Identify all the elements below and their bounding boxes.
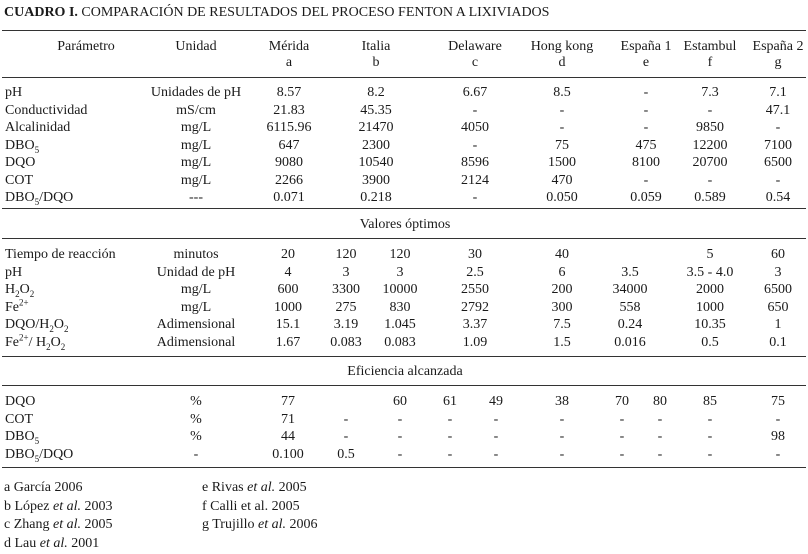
param-text: DQO [5,155,36,170]
value-cell: - [775,446,781,462]
reference-etal: et al. [52,498,81,514]
value-cell: - [493,429,499,444]
header-site-name: Estambul [683,39,737,54]
reference-item [4,517,112,533]
value-cell: 6500 [764,282,792,297]
unit-cell: mg/L [180,299,212,315]
reference-text: 2001 [67,535,100,551]
value-cell: 45.35 [360,102,392,118]
value-cell: 3.19 [333,317,359,332]
value-cell: 7.3 [701,85,719,100]
value-cell: - [447,429,453,444]
param-text-tail: /DQO [39,190,74,205]
value-cell: 71 [281,411,295,427]
param-text: Fe [5,299,19,315]
value-cell: 1 [774,317,782,332]
param-text: DBO [5,429,35,444]
value-cell: - [493,446,499,462]
param-text-tail: O [53,317,64,332]
value-cell: 1000 [696,299,724,315]
value-cell: - [447,411,453,427]
value-cell: - [397,411,403,427]
value-cell: - [397,446,403,462]
value-cell: 21470 [358,120,394,135]
value-cell: 70 [615,394,629,409]
reference-etal: et al. [39,535,68,551]
param-cell [5,173,33,189]
param-text: pH [5,85,23,100]
value-cell: 470 [551,172,573,188]
value-cell: 3 [342,264,350,280]
value-cell: 0.5 [337,446,355,462]
value-cell: 275 [335,299,357,315]
reference-text: c Zhang [4,517,53,532]
param-cell [5,331,66,352]
value-cell: - [559,429,565,444]
header-site-name: España 2 [752,39,804,54]
reference-text: d Lau [4,535,40,551]
value-cell: - [707,102,713,118]
reference-etal: et al. [258,517,287,532]
value-cell: 0.071 [273,190,305,205]
value-cell: 44 [281,429,295,444]
value-cell: 647 [278,137,300,153]
section1-rule [2,208,806,209]
value-cell: 830 [389,299,411,315]
value-cell: - [619,446,625,462]
value-cell: - [643,85,649,100]
param-text: Tiempo de reacción [5,247,116,262]
value-cell: 0.083 [330,334,362,350]
reference-item [4,536,99,552]
param-text-tail: /DQO [39,446,74,462]
value-cell: 200 [551,282,573,297]
value-cell: 49 [489,394,503,409]
value-cell: 60 [771,247,785,262]
value-cell: - [472,102,478,118]
value-cell: - [472,137,478,153]
value-cell: 0.083 [384,334,416,350]
value-cell: 2266 [275,172,303,188]
param-text: DBO [5,190,35,205]
value-cell: 120 [335,247,357,262]
unit-cell: % [190,411,202,427]
header-parametro: Parámetro [57,39,115,54]
value-cell: 75 [771,394,785,409]
header-site-letter: a [285,55,293,70]
unit-cell: mg/L [180,282,212,297]
value-cell: 0.54 [765,190,791,205]
section2-title-rule [2,238,806,239]
value-cell: 558 [619,299,641,315]
reference-text: f Calli et al. 2005 [202,498,300,514]
header-site-letter: g [774,55,782,70]
unit-cell: mg/L [180,172,212,188]
value-cell: 34000 [612,282,648,297]
param-text: pH [5,264,23,280]
param-subscript: 2 [46,341,51,352]
unit-cell: minutos [173,247,219,262]
reference-text: a García 2006 [4,480,83,495]
param-subscript: 2 [60,341,66,352]
param-subscript: 2 [15,288,20,299]
value-cell: 0.589 [694,190,726,205]
param-text-tail: / H [28,334,47,350]
param-superscript: 2+ [19,331,29,342]
param-cell [5,247,116,263]
value-cell: - [343,411,349,427]
value-cell: - [619,411,625,427]
value-cell: 0.1 [769,334,787,350]
value-cell: 21.83 [273,102,305,118]
value-cell: 0.5 [701,334,719,350]
value-cell: 9080 [275,155,303,170]
param-cell [5,190,73,206]
value-cell: 1.5 [553,334,571,350]
value-cell: 120 [389,247,411,262]
reference-etal: et al. [247,480,276,495]
param-subscript: 5 [34,453,40,464]
param-subscript: 2 [63,323,69,334]
param-cell [5,265,22,281]
reference-text: 2005 [80,517,113,532]
value-cell: - [559,446,565,462]
reference-text: 2005 [275,480,307,495]
value-cell: - [707,446,713,462]
param-subscript: 2 [29,288,35,299]
header-site-name: Hong kong [530,39,594,54]
value-cell: 8100 [632,155,660,170]
value-cell: 1500 [548,155,576,170]
value-cell: 7.1 [769,85,787,100]
param-text: DBO [5,446,35,462]
reference-text: 2006 [286,517,318,532]
value-cell: - [472,190,478,205]
value-cell: 6.67 [462,85,488,100]
value-cell: 77 [281,394,295,409]
param-cell [5,429,39,445]
value-cell: 2124 [461,172,489,188]
value-cell: 0.059 [630,190,662,205]
param-text: Conductividad [5,102,88,118]
param-cell [5,447,73,463]
value-cell: 80 [653,394,667,409]
value-cell: 2.5 [466,264,484,280]
header-site-letter: b [372,55,380,70]
value-cell: 650 [767,299,789,315]
value-cell: 0.218 [360,190,392,205]
top-rule [2,30,806,31]
value-cell: 0.016 [614,334,646,350]
reference-text: 2003 [80,498,113,514]
section2-rule [2,356,806,357]
value-cell: - [707,411,713,427]
value-cell: 3.5 [621,264,639,280]
reference-item [202,517,318,533]
value-cell: 3300 [332,282,360,297]
value-cell: 475 [635,137,657,153]
unit-cell: % [190,394,202,409]
value-cell: 3 [774,264,782,280]
unit-cell: mg/L [180,155,212,170]
section-title-optimal: Valores óptimos [359,217,451,232]
param-cell [5,317,68,333]
unit-cell: % [190,429,202,444]
value-cell: 20 [281,247,295,262]
value-cell: - [775,172,781,188]
param-text: H [5,282,16,297]
param-cell [5,103,87,119]
value-cell: 6500 [764,155,792,170]
value-cell: 1.09 [462,334,488,350]
value-cell: 4 [284,264,292,280]
param-text-tail: O [19,282,30,297]
param-cell [5,120,70,136]
header-site-letter: d [558,55,566,70]
param-text: DQO/H [5,317,50,332]
param-cell [5,138,39,154]
value-cell: 4050 [461,120,489,135]
value-cell: - [559,120,565,135]
value-cell: 1000 [274,299,302,315]
value-cell: 60 [393,394,407,409]
unit-cell: Adimensional [156,317,236,332]
section-title-efficiency: Eficiencia alcanzada [347,364,463,379]
param-cell [5,282,34,298]
param-cell [5,394,35,410]
header-site-letter: c [471,55,479,70]
value-cell: 20700 [692,155,728,170]
param-subscript: 2 [49,323,54,334]
header-site-name: España 1 [620,39,672,54]
value-cell: 8.2 [367,85,385,100]
reference-text: e Rivas [202,480,248,495]
header-rule [2,77,806,78]
value-cell: 47.1 [765,102,791,118]
header-site-name: Delaware [448,39,502,54]
header-site-letter: f [707,55,713,70]
reference-etal: et al. [52,517,81,532]
value-cell: 6 [558,264,566,280]
value-cell: 6115.96 [266,120,312,135]
value-cell: - [619,429,625,444]
section3-title-rule [2,385,806,386]
param-cell [5,412,33,428]
value-cell: - [707,429,713,444]
param-cell [5,155,35,171]
value-cell: 0.24 [617,317,643,332]
unit-cell: Adimensional [156,334,236,350]
value-cell: 10540 [358,155,394,170]
param-text-tail: O [50,334,61,350]
value-cell: 40 [555,247,569,262]
param-subscript: 5 [34,435,40,446]
reference-text: b López [4,498,53,514]
value-cell: 3.5 - 4.0 [686,264,734,280]
value-cell: 12200 [692,137,728,153]
value-cell: 2300 [362,137,390,153]
param-subscript: 5 [34,196,40,207]
value-cell: 7100 [764,137,792,153]
unit-cell: mg/L [180,137,212,153]
param-text: DBO [5,137,35,153]
reference-item [4,499,112,515]
value-cell: 30 [468,247,482,262]
value-cell: 7.5 [553,317,571,332]
reference-item [202,499,300,515]
param-cell [5,296,29,316]
value-cell: 38 [555,394,569,409]
value-cell: 300 [551,299,573,315]
value-cell: 600 [277,282,299,297]
param-text: COT [5,411,33,427]
param-text: COT [5,172,33,188]
value-cell: - [447,446,453,462]
table-label: CUADRO I. [4,5,78,20]
value-cell: 1.67 [275,334,301,350]
unit-cell: mg/L [180,120,212,135]
bottom-rule [2,467,806,468]
value-cell: 2792 [461,299,489,315]
value-cell: - [643,172,649,188]
value-cell: - [343,429,349,444]
value-cell: - [559,411,565,427]
value-cell: 9850 [696,120,724,135]
reference-item [4,480,83,496]
value-cell: 0.050 [546,190,578,205]
value-cell: 75 [555,137,569,153]
value-cell: 10000 [382,282,418,297]
value-cell: - [559,102,565,118]
header-unidad: Unidad [175,39,217,54]
value-cell: - [657,429,663,444]
param-subscript: 5 [34,144,40,155]
param-text: DQO [5,394,36,409]
value-cell: 15.1 [275,317,301,332]
header-site-name: Mérida [268,39,310,54]
table-title [4,5,549,21]
value-cell: 8.57 [276,85,302,100]
value-cell: - [775,411,781,427]
unit-cell: Unidades de pH [150,85,242,100]
value-cell: - [775,120,781,135]
value-cell: - [707,172,713,188]
value-cell: 0.100 [272,446,304,462]
value-cell: 1.045 [384,317,416,332]
reference-item [202,480,307,496]
param-text: Fe [5,334,19,350]
param-superscript: 2+ [19,296,29,307]
value-cell: 85 [703,394,717,409]
value-cell: 3900 [362,172,390,188]
value-cell: 3 [396,264,404,280]
value-cell: - [643,102,649,118]
value-cell: 2000 [696,282,724,297]
value-cell: 98 [771,429,785,444]
unit-cell: Unidad de pH [156,264,236,280]
unit-cell: - [193,446,199,462]
table-caption: COMPARACIÓN DE RESULTADOS DEL PROCESO FENTON A LIXIVIADOS [81,5,550,20]
value-cell: 5 [706,247,714,262]
value-cell: - [643,120,649,135]
param-cell [5,85,22,101]
param-text: Alcalinidad [5,120,71,135]
value-cell: 3.37 [462,317,488,332]
reference-text: g Trujillo [202,517,259,532]
value-cell: - [493,411,499,427]
header-site-name: Italia [361,39,391,54]
value-cell: 61 [443,394,457,409]
unit-cell: --- [189,190,203,205]
value-cell: 10.35 [694,317,726,332]
value-cell: - [397,429,403,444]
unit-cell: mS/cm [176,102,216,118]
value-cell: 2550 [461,282,489,297]
value-cell: - [657,411,663,427]
value-cell: 8596 [461,155,489,170]
value-cell: - [657,446,663,462]
value-cell: 8.5 [553,85,571,100]
header-site-letter: e [642,55,650,70]
